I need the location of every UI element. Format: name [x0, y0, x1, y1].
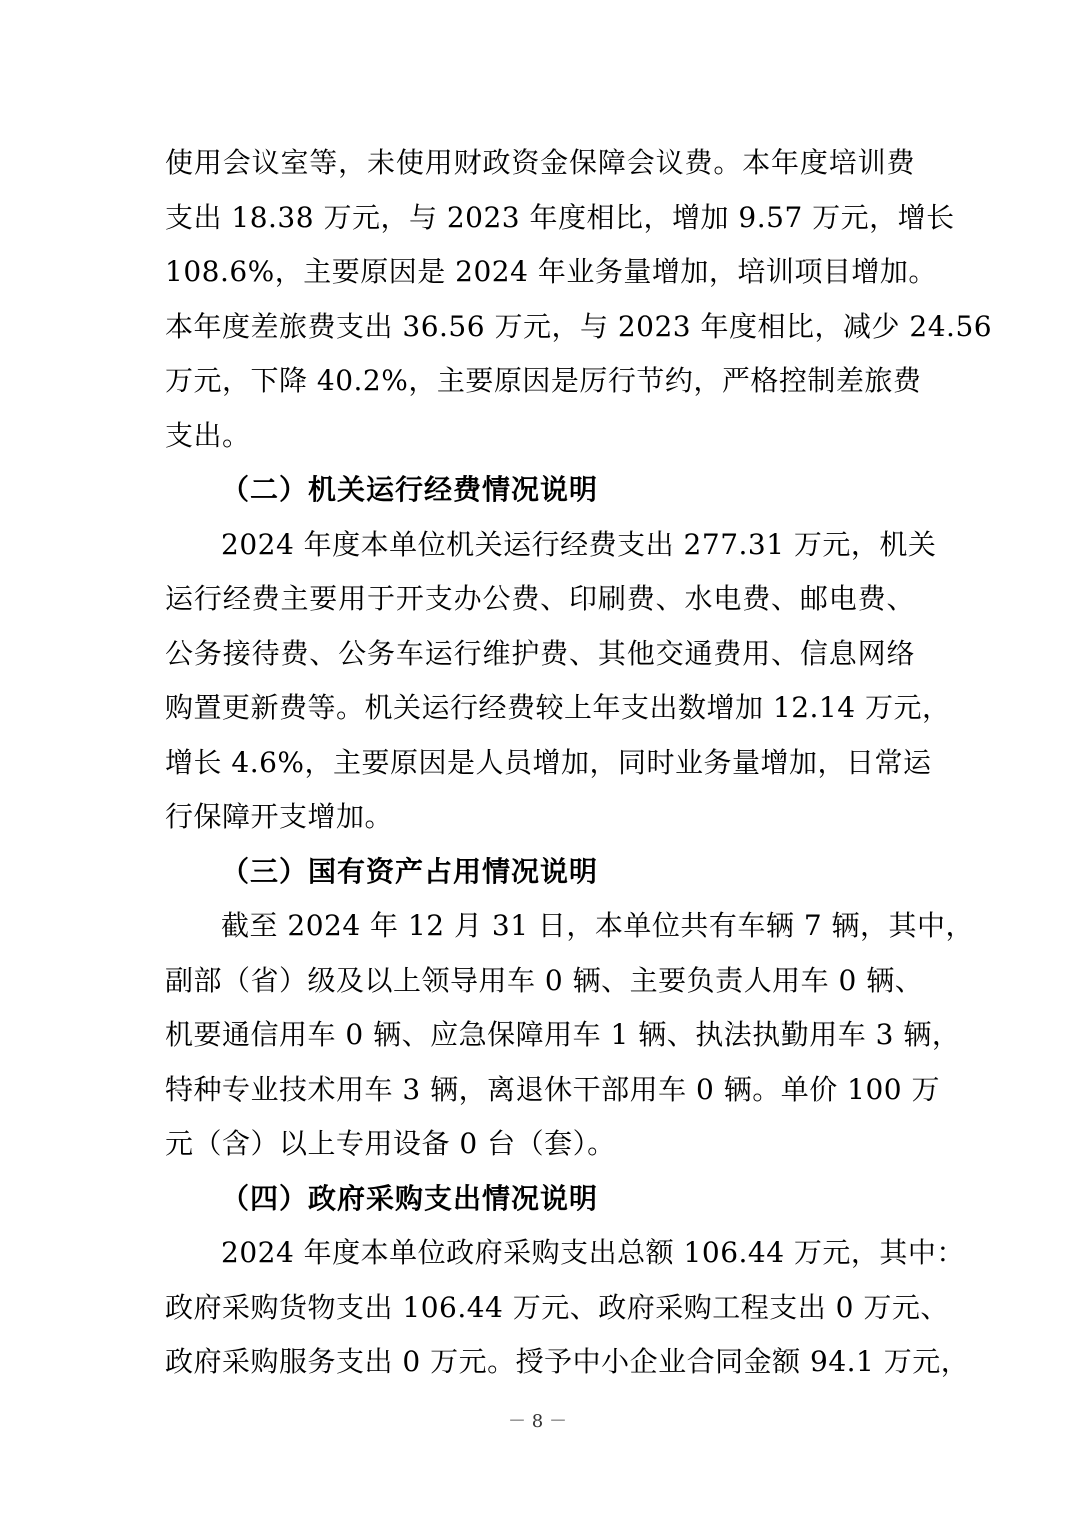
- text-line: 增长 4.6%，主要原因是人员增加，同时业务量增加，日常运: [165, 745, 932, 779]
- paragraph-state-assets: [165, 899, 975, 1172]
- paragraph-government-procurement: [165, 1226, 970, 1390]
- text-line: 公务接待费、公务车运行维护费、其他交通费用、信息网络: [165, 636, 915, 670]
- text-line: 元（含）以上专用设备 0 台（套）。: [165, 1127, 616, 1160]
- paragraph-operating-funds: [165, 518, 951, 845]
- text-line: 2024 年度本单位机关运行经费支出 277.31 万元，机关: [221, 527, 937, 561]
- text-line: 2024 年度本单位政府采购支出总额 106.44 万元，其中：: [221, 1236, 965, 1269]
- text-line: 购置更新费等。机关运行经费较上年支出数增加 12.14 万元，: [165, 691, 951, 724]
- text-line: 本年度差旅费支出 36.56 万元，与 2023 年度相比，减少 24.56: [165, 309, 993, 343]
- paragraph-meeting-training-travel: [165, 136, 993, 463]
- text-line: 特种专业技术用车 3 辆，离退休干部用车 0 辆。单价 100 万: [165, 1072, 940, 1106]
- text-line: 支出 18.38 万元，与 2023 年度相比，增加 9.57 万元，增长: [165, 200, 955, 234]
- section-heading-government-procurement: （四）政府采购支出情况说明: [221, 1181, 599, 1215]
- text-line: 政府采购货物支出 106.44 万元、政府采购工程支出 0 万元、: [165, 1290, 949, 1324]
- text-line: 支出。: [165, 418, 251, 452]
- text-line: 政府采购服务支出 0 万元。授予中小企业合同金额 94.1 万元，: [165, 1345, 970, 1378]
- text-line: 万元，下降 40.2%，主要原因是厉行节约，严格控制差旅费: [165, 364, 922, 397]
- section-heading-operating-funds: （二）机关运行经费情况说明: [221, 473, 599, 506]
- page-number: － 8 －: [508, 1411, 567, 1432]
- text-line: 运行经费主要用于开支办公费、印刷费、水电费、邮电费、: [165, 582, 915, 615]
- text-line: 机要通信用车 0 辆、应急保障用车 1 辆、执法执勤用车 3 辆，: [165, 1018, 961, 1051]
- text-line: 副部（省）级及以上领导用车 0 辆、主要负责人用车 0 辆、: [165, 963, 924, 997]
- text-line: 行保障开支增加。: [165, 800, 394, 833]
- text-line: 截至 2024 年 12 月 31 日，本单位共有车辆 7 辆，其中，: [221, 909, 975, 942]
- document-body: [165, 136, 993, 1390]
- section-heading-state-assets: （三）国有资产占用情况说明: [221, 854, 599, 888]
- text-line: 108.6%，主要原因是 2024 年业务量增加，培训项目增加。: [165, 255, 937, 288]
- text-line: 使用会议室等，未使用财政资金保障会议费。本年度培训费: [165, 146, 915, 179]
